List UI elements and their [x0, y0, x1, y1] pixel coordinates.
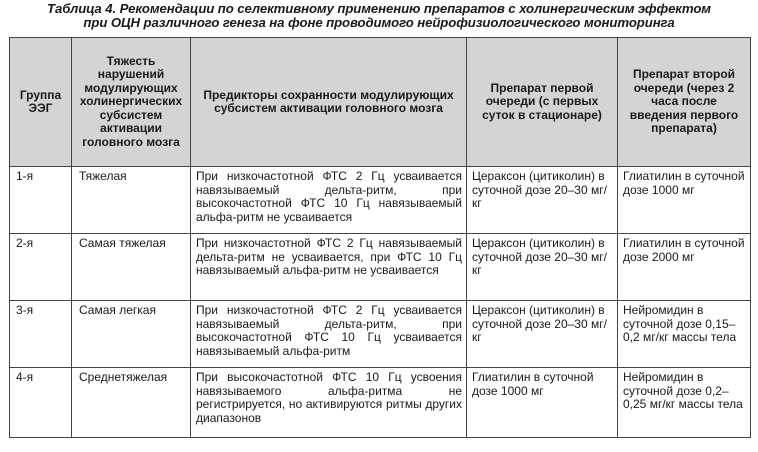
- table-row: [10, 234, 751, 301]
- header-first-drug: Препарат первой очереди (с первых суток в стационаре): [467, 38, 618, 167]
- cell-predictors: При низкочастотной ФТС 2 Гц усваивается навязываемый дельта-ритм, при высокочастотной ФТС 10 Гц усваивается навязываемый альфа-ритм: [191, 301, 467, 368]
- cell-predictors: При высокочастотной ФТС 10 Гц усвоения навязываемого альфа-ритма не регистрируется, но активируются ритмы других диапазонов: [191, 368, 467, 438]
- cell-predictors: При низкочастотной ФТС 2 Гц усваивается навязываемый дельта-ритм, при высокочастотной ФТС 10 Гц навязываемый альфа-ритм не усваивается: [191, 167, 467, 234]
- cell-group: 3-я: [10, 301, 72, 368]
- cell-first-drug: Цераксон (цитиколин) в суточной дозе 20–30 мг/кг: [467, 234, 618, 301]
- header-severity: Тяжесть нарушений модулирующих холинергических субсистем активации головного мозга: [72, 38, 191, 167]
- table-caption: [0, 2, 758, 30]
- cell-first-drug: Цераксон (цитиколин) в суточной дозе 20–30 мг/кг: [467, 167, 618, 234]
- header-predictors: Предикторы сохранности модулирующих субсистем активации головного мозга: [191, 38, 467, 167]
- cell-severity: Тяжелая: [72, 167, 191, 234]
- caption-line-2: при ОЦН различного генеза на фоне проводимого нейрофизиологического мониторинга: [83, 15, 675, 30]
- header-group: Группа ЭЭГ: [10, 38, 72, 167]
- cell-predictors: При низкочастотной ФТС 2 Гц навязываемый дельта-ритм не усваивается, при ФТС 10 Гц навязываемый альфа-ритм не усваивается: [191, 234, 467, 301]
- cell-second-drug: Глиатилин в суточной дозе 1000 мг: [618, 167, 751, 234]
- cell-second-drug: Нейромидин в суточной дозе 0,15–0,2 мг/кг массы тела: [618, 301, 751, 368]
- caption-line-1: Таблица 4. Рекомендации по селективному применению препаратов с холинергическим эффектом: [47, 1, 711, 16]
- cell-severity: Самая тяжелая: [72, 234, 191, 301]
- header-second-drug: Препарат второй очереди (через 2 часа после введения первого препарата): [618, 38, 751, 167]
- recommendations-table: [9, 37, 751, 438]
- cell-group: 1-я: [10, 167, 72, 234]
- cell-second-drug: Глиатилин в суточной дозе 2000 мг: [618, 234, 751, 301]
- cell-severity: Самая легкая: [72, 301, 191, 368]
- cell-first-drug: Цераксон (цитиколин) в суточной дозе 20–30 мг/кг: [467, 301, 618, 368]
- table-row: [10, 167, 751, 234]
- cell-group: 4-я: [10, 368, 72, 438]
- cell-second-drug: Нейромидин в суточной дозе 0,2–0,25 мг/кг массы тела: [618, 368, 751, 438]
- cell-first-drug: Глиатилин в суточной дозе 1000 мг: [467, 368, 618, 438]
- cell-severity: Среднетяжелая: [72, 368, 191, 438]
- cell-group: 2-я: [10, 234, 72, 301]
- table-header-row: [10, 38, 751, 167]
- table-row: [10, 368, 751, 438]
- table-row: [10, 301, 751, 368]
